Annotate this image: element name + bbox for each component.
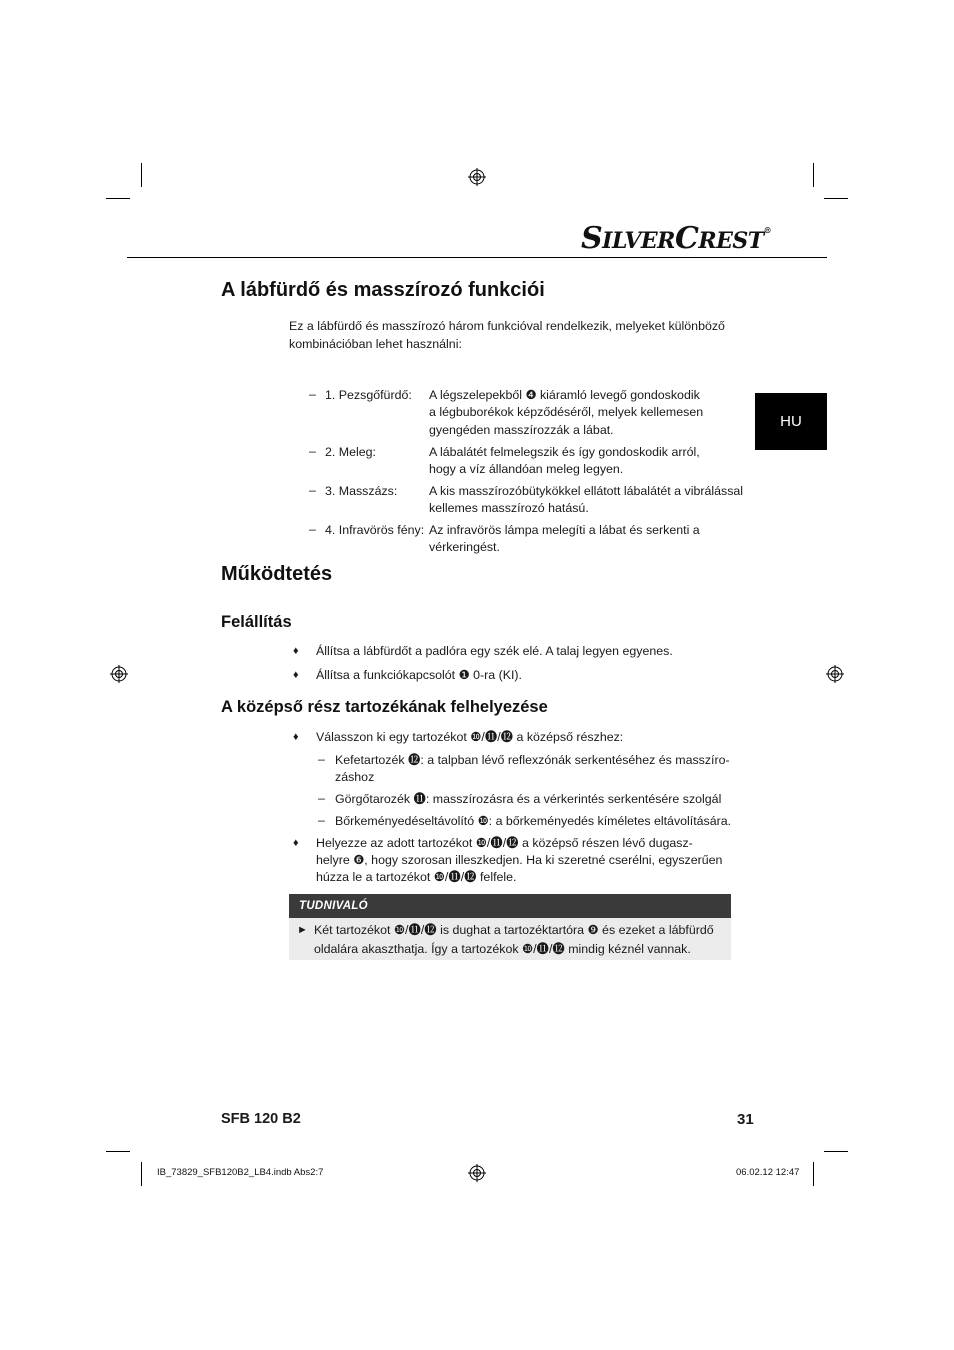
crop-mark <box>824 198 848 199</box>
print-slug-file: IB_73829_SFB120B2_LB4.indb Abs2:7 <box>157 1167 324 1178</box>
feature-name: 2. Meleg: <box>325 445 376 459</box>
accessory-option-line: Bőrkeményedéseltávolító ❿: a bőrkeményedés kíméletes eltávolítására. <box>335 814 732 828</box>
feature-desc-line: Az infravörös lámpa melegíti a lábat és serkenti a <box>429 523 700 537</box>
crop-mark <box>813 163 814 187</box>
crop-mark <box>141 163 142 187</box>
crop-mark <box>106 1151 130 1152</box>
bullet-diamond: ♦ <box>293 837 299 849</box>
note-heading: TUDNIVALÓ <box>289 894 731 918</box>
registration-mark-icon <box>468 1164 486 1182</box>
registration-mark-icon <box>110 665 128 683</box>
dash: – <box>309 522 316 536</box>
accessory-option-line: záshoz <box>335 770 375 784</box>
feature-desc-line: kellemes masszírozó hatású. <box>429 501 589 515</box>
registration-mark-icon <box>468 168 486 186</box>
subsection-title-accessory: A középső rész tartozékának felhelyezése <box>221 698 548 716</box>
accessory-option-line: Görgőtarozék ⓫: masszírozásra és a vérkerintés serkentésére szolgál <box>335 792 722 806</box>
subsection-title-setup: Felállítás <box>221 613 292 631</box>
page-number: 31 <box>737 1111 754 1128</box>
accessory-option-line: Kefetartozék ⓬: a talpban lévő reflexzónák serkentéséhez és masszíro- <box>335 753 730 767</box>
registration-mark-icon <box>826 665 844 683</box>
feature-desc-line: gyengéden masszírozzák a lábat. <box>429 423 614 437</box>
silvercrest-logo <box>581 221 771 256</box>
intro-line: kombinációban lehet használni: <box>289 337 462 351</box>
header-rule <box>127 257 827 258</box>
crop-mark <box>141 1162 142 1186</box>
dash: – <box>318 813 325 827</box>
feature-desc-line: A lábalátét felmelegszik és így gondoskodik arról, <box>429 445 700 459</box>
dash: – <box>309 387 316 401</box>
section-title-operation: Működtetés <box>221 563 333 585</box>
feature-desc-line: A kis masszírozóbütykökkel ellátott lábalátét a vibrálással <box>429 484 744 498</box>
feature-desc-line: a légbuborékok képződéséről, melyek kellemesen <box>429 405 704 419</box>
crop-mark <box>106 198 130 199</box>
note-line: oldalára akaszthatja. Így a tartozékok ❿/⓫/⓬ mindig kéznél vannak. <box>314 942 691 956</box>
bullet-diamond: ♦ <box>293 669 299 681</box>
crop-mark <box>824 1151 848 1152</box>
logo-letter: S <box>581 221 603 256</box>
feature-name: 1. Pezsgőfürdő: <box>325 388 412 402</box>
logo-letter: C <box>674 221 699 256</box>
registered-mark: ® <box>763 225 772 235</box>
feature-name: 4. Infravörös fény: <box>325 523 425 537</box>
setup-step: Állítsa a lábfürdőt a padlóra egy szék elé. A talaj legyen egyenes. <box>316 644 673 658</box>
feature-desc-line: vérkeringést. <box>429 540 500 554</box>
setup-step: Állítsa a funkciókapcsolót ❶ 0-ra (KI). <box>316 668 522 682</box>
accessory-step: Válasszon ki egy tartozékot ❿/⓫/⓬ a középső részhez: <box>316 730 624 744</box>
crop-mark <box>813 1162 814 1186</box>
feature-name: 3. Masszázs: <box>325 484 398 498</box>
dash: – <box>318 791 325 805</box>
bullet-diamond: ♦ <box>293 731 299 743</box>
language-tab: HU <box>755 393 827 450</box>
logo-text: ILVER <box>602 228 675 254</box>
model-number: SFB 120 B2 <box>221 1111 301 1127</box>
section-title-features: A lábfürdő és masszírozó funkciói <box>221 279 545 301</box>
accessory-step-line: Helyezze az adott tartozékot ❿/⓫/⓬ a középső részen lévő dugasz- <box>316 836 693 850</box>
note-line: Két tartozékot ❿/⓫/⓬ is dughat a tartozéktartóra ❾ és ezeket a lábfürdő <box>314 923 714 937</box>
accessory-step-line: húzza le a tartozékot ❿/⓫/⓬ felfele. <box>316 870 517 884</box>
dash: – <box>309 444 316 458</box>
dash: – <box>318 752 325 766</box>
arrow-icon: ► <box>297 924 308 936</box>
print-slug-date: 06.02.12 12:47 <box>736 1167 800 1178</box>
feature-desc-line: hogy a víz állandóan meleg legyen. <box>429 462 624 476</box>
logo-text: REST <box>698 228 764 254</box>
dash: – <box>309 483 316 497</box>
accessory-step-line: helyre ❻, hogy szorosan illeszkedjen. Ha ki szeretné cserélni, egyszerűen <box>316 853 723 867</box>
feature-desc-line: A légszelepekből ❹ kiáramló levegő gondoskodik <box>429 388 700 402</box>
intro-line: Ez a lábfürdő és masszírozó három funkcióval rendelkezik, melyeket különböző <box>289 319 725 333</box>
bullet-diamond: ♦ <box>293 645 299 657</box>
